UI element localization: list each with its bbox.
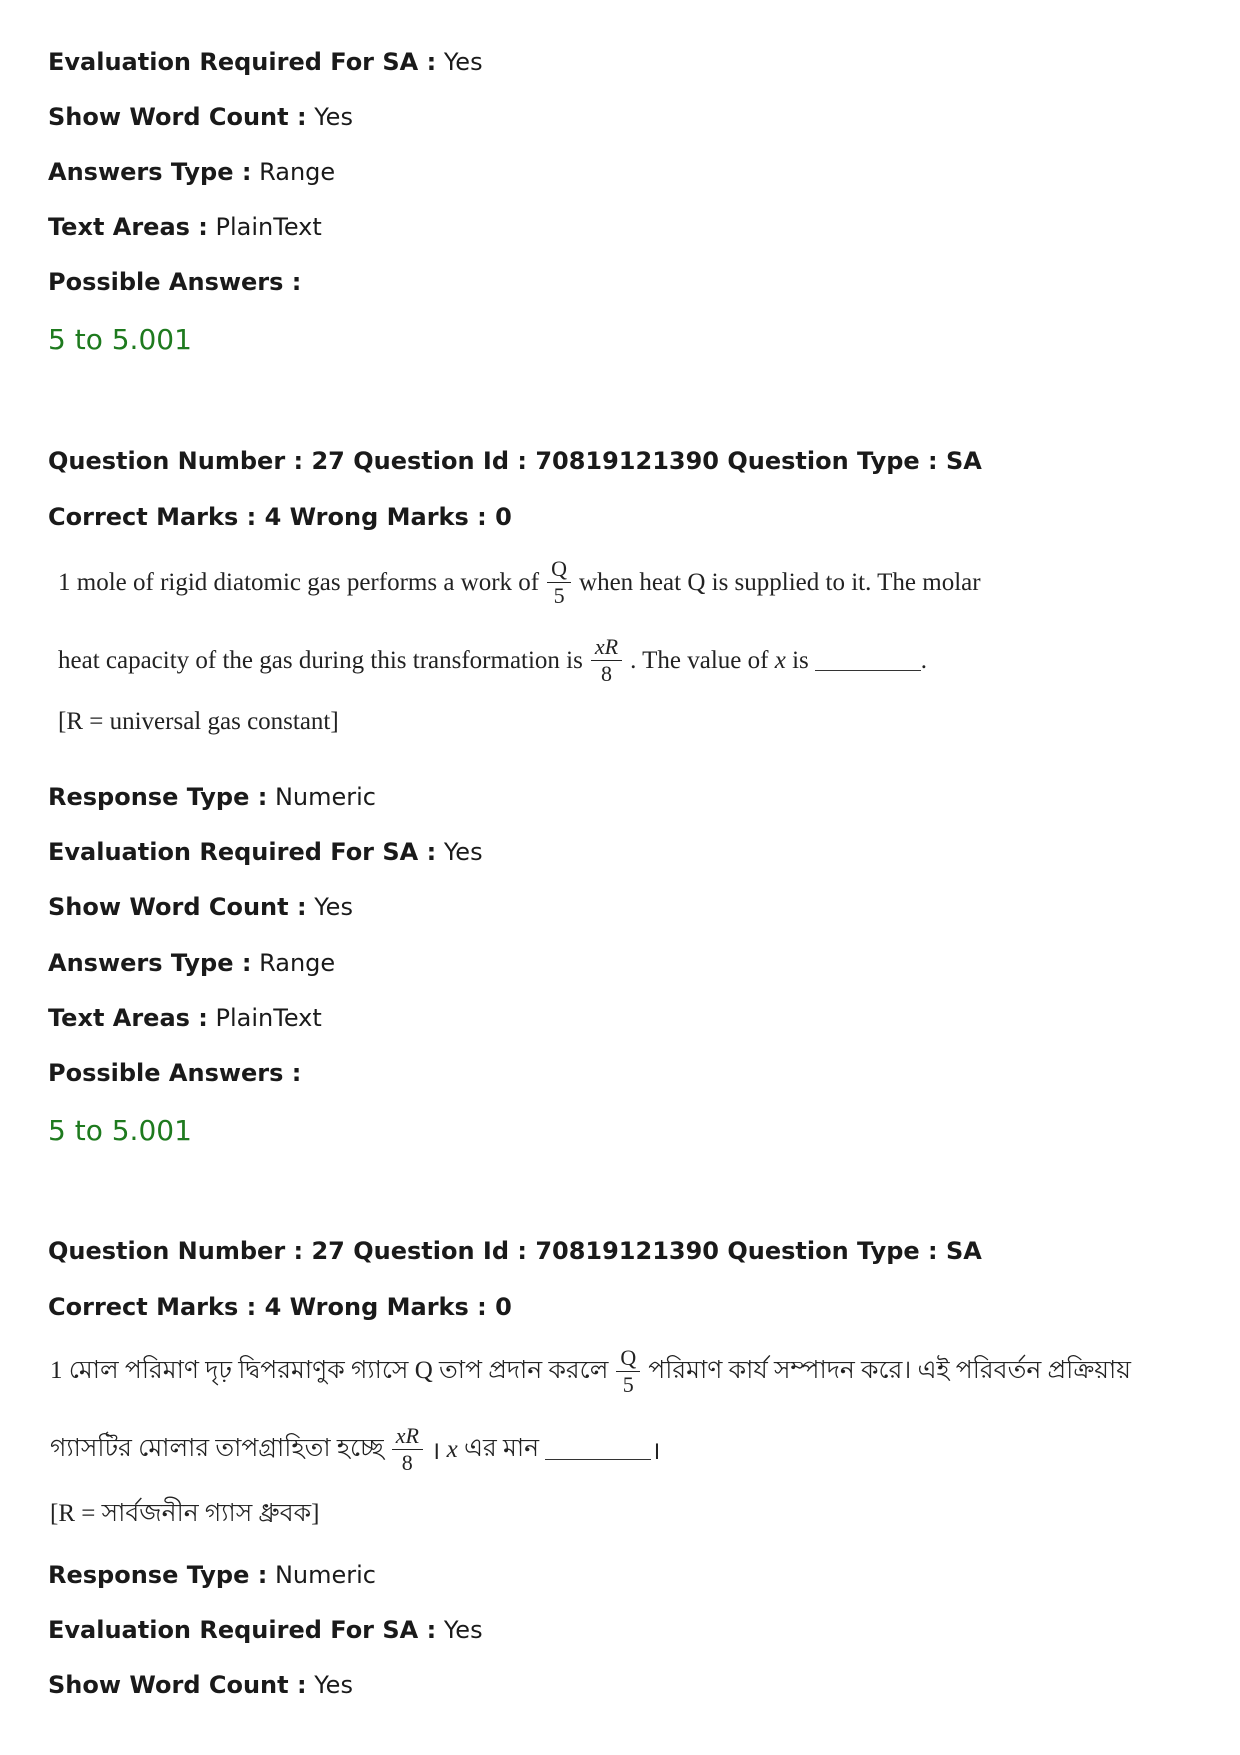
question-line-2-text: heat capacity of the gas during this transformation is <box>58 646 583 674</box>
question-header: Question Number : 27 Question Id : 70819121390 Question Type : SA <box>48 447 982 475</box>
question-text-english <box>58 556 981 746</box>
text-areas-value: PlainText <box>215 1004 322 1032</box>
evaluation-value: Yes <box>443 838 483 866</box>
question-line-3 <box>58 708 339 736</box>
text-areas-row <box>48 212 322 242</box>
question-header: Question Number : 27 Question Id : 70819121390 Question Type : SA <box>48 1237 982 1265</box>
question-line-2-text-value: এর মান <box>463 1435 540 1462</box>
question-line-2-text: গ্যাসটির মোলার তাপগ্রাহিতা হচ্ছে <box>50 1435 384 1462</box>
fraction-denominator: 8 <box>401 1450 413 1475</box>
evaluation-label: Evaluation Required For SA : <box>48 48 437 76</box>
question-line-1-text: 1 mole of rigid diatomic gas performs a work of <box>58 568 540 596</box>
fraction-numerator: Q <box>547 556 571 583</box>
variable-x: x <box>446 1435 458 1463</box>
possible-answers-value: 5 to 5.001 <box>48 323 192 356</box>
answers-type-row <box>48 948 335 978</box>
question-line-2-text-is: is <box>792 646 809 674</box>
question-line-1-text: 1 মোল পরিমাণ দৃঢ় দ্বিপরমাণুক গ্যাসে Q তাপ প্রদান করলে <box>50 1357 609 1384</box>
response-type-label: Response Type : <box>48 783 268 811</box>
question-line-2-end: . <box>920 646 927 674</box>
question-line-2 <box>58 634 927 687</box>
possible-answers-label: Possible Answers : <box>48 1059 302 1087</box>
evaluation-value: Yes <box>443 48 483 76</box>
fraction-denominator: 5 <box>553 583 565 608</box>
answers-type-row <box>48 157 335 187</box>
question-line-1-text-end: when heat Q is supplied to it. The molar <box>579 568 981 596</box>
evaluation-label: Evaluation Required For SA : <box>48 838 437 866</box>
text-areas-value: PlainText <box>215 213 322 241</box>
question-line-2 <box>50 1423 661 1476</box>
fraction-xr-over-8 <box>591 634 622 687</box>
answers-type-label: Answers Type : <box>48 158 252 186</box>
response-type-row <box>48 782 376 812</box>
evaluation-value: Yes <box>443 1616 483 1644</box>
word-count-value: Yes <box>314 893 353 921</box>
question-line-3-text: [R = সার্বজনীন গ্যাস ধ্রুবক] <box>50 1500 320 1527</box>
question-line-3-text: [R = universal gas constant] <box>58 708 339 735</box>
question-line-2-text-mid: . The value of <box>630 646 769 674</box>
possible-answers-label: Possible Answers : <box>48 268 302 296</box>
response-type-value: Numeric <box>274 1561 376 1589</box>
evaluation-required-row <box>48 47 483 77</box>
word-count-label: Show Word Count : <box>48 893 307 921</box>
variable-x: x <box>774 646 786 674</box>
answers-type-value: Range <box>259 949 336 977</box>
evaluation-required-row <box>48 837 483 867</box>
question-marks: Correct Marks : 4 Wrong Marks : 0 <box>48 503 512 531</box>
text-areas-label: Text Areas : <box>48 1004 208 1032</box>
text-areas-row <box>48 1003 322 1033</box>
fraction-numerator: xR <box>392 1423 423 1450</box>
show-word-count-row <box>48 892 353 922</box>
question-line-1 <box>58 556 981 609</box>
word-count-value: Yes <box>314 1671 353 1699</box>
response-type-value: Numeric <box>274 783 376 811</box>
evaluation-label: Evaluation Required For SA : <box>48 1616 437 1644</box>
fraction-numerator: xR <box>591 634 622 661</box>
answer-blank <box>545 1439 651 1460</box>
question-line-2-end: । <box>651 1437 661 1465</box>
fraction-denominator: 5 <box>622 1372 634 1397</box>
answers-type-label: Answers Type : <box>48 949 252 977</box>
fraction-denominator: 8 <box>600 661 612 686</box>
fraction-numerator: Q <box>616 1345 640 1372</box>
question-line-1-text-end: পরিমাণ কার্য সম্পাদন করে। এই পরিবর্তন প্রক্রিয়ায় <box>648 1357 1131 1384</box>
word-count-label: Show Word Count : <box>48 1671 307 1699</box>
text-areas-label: Text Areas : <box>48 213 208 241</box>
possible-answers-row <box>48 1058 301 1088</box>
answers-type-value: Range <box>259 158 336 186</box>
question-line-2-text-mid: । <box>430 1437 441 1465</box>
possible-answers-value: 5 to 5.001 <box>48 1114 192 1147</box>
question-line-3 <box>50 1493 320 1536</box>
fraction-q-over-5 <box>616 1345 640 1398</box>
answer-blank <box>815 650 921 671</box>
fraction-xr-over-8 <box>392 1423 423 1476</box>
word-count-value: Yes <box>314 103 353 131</box>
response-type-label: Response Type : <box>48 1561 268 1589</box>
show-word-count-row <box>48 1670 353 1700</box>
possible-answers-row <box>48 267 301 297</box>
question-text-bengali <box>50 1345 1131 1530</box>
response-type-row <box>48 1560 376 1590</box>
show-word-count-row <box>48 102 353 132</box>
question-marks: Correct Marks : 4 Wrong Marks : 0 <box>48 1293 512 1321</box>
question-line-1 <box>50 1345 1131 1398</box>
evaluation-required-row <box>48 1615 483 1645</box>
word-count-label: Show Word Count : <box>48 103 307 131</box>
fraction-q-over-5 <box>547 556 571 609</box>
